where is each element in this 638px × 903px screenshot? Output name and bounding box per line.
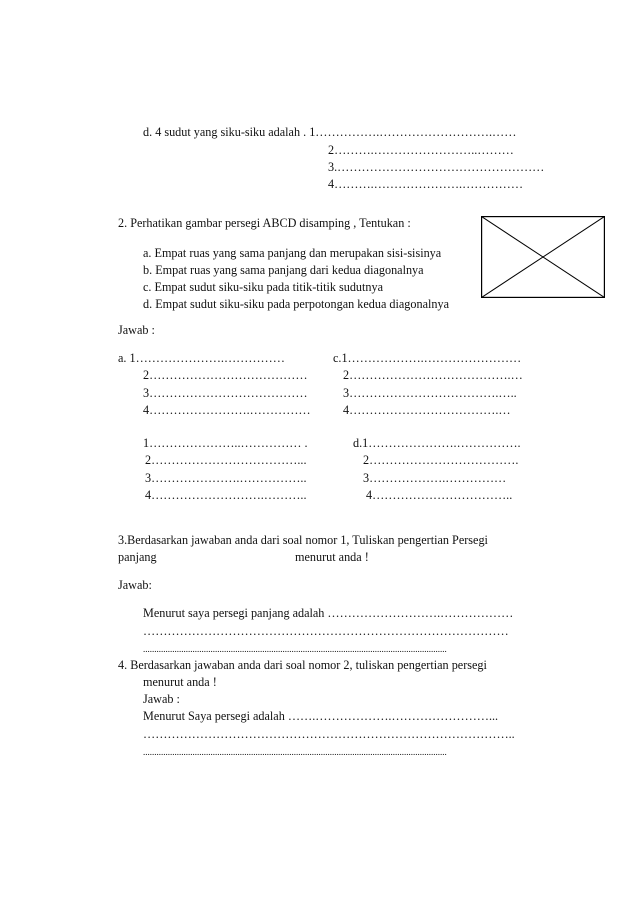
q2-answer-b2: 2………………………………... xyxy=(145,453,307,467)
q3-answer-line-2: ……………………………………………………………………………… xyxy=(143,624,509,638)
q2-title: 2. Perhatikan gambar persegi ABCD disamping , Tentukan : xyxy=(118,216,411,230)
q2-item-c: c. Empat sudut siku-siku pada titik-titik sudutnya xyxy=(143,280,384,294)
q2-answer-c1: c.1……………….…………………… xyxy=(333,351,522,365)
q2-answer-c3: 3……………………………….….. xyxy=(343,386,517,400)
q4-answer-line-2: ……………………………………………………………………………….. xyxy=(143,727,515,741)
q4-jawab-label: Jawab : xyxy=(143,692,180,706)
q2-answer-b3: 3………………….…………….. xyxy=(145,471,307,485)
q1d-line-4: 4……….………………….…………… xyxy=(328,177,523,191)
q1d-line-3: 3.…………………………………………… xyxy=(328,160,545,174)
q4-question-line-1: 4. Berdasarkan jawaban anda dari soal nomor 2, tuliskan pengertian persegi xyxy=(118,658,487,672)
q4-answer-line-1: Menurut Saya persegi adalah …….……………….……………………... xyxy=(143,709,499,723)
q1d-line-1: d. 4 sudut yang siku-siku adalah . 1…………….……………………….…… xyxy=(143,125,517,139)
q2-answer-a1: a. 1………………….…………… xyxy=(118,351,285,365)
q2-jawab-label: Jawab : xyxy=(118,323,155,337)
q2-answer-c4: 4……………………………….… xyxy=(343,403,511,417)
q1d-line-2: 2……….……………………..……… xyxy=(328,143,514,157)
q2-answer-b4: 4……………………….……….. xyxy=(145,488,307,502)
q2-item-d: d. Empat sudut siku-siku pada perpotongan kedua diagonalnya xyxy=(143,297,449,311)
q2-answer-c2: 2………………………………….… xyxy=(343,368,523,382)
q4-question-line-2: menurut anda ! xyxy=(143,675,217,689)
q3-question-line-2b: menurut anda ! xyxy=(295,550,369,564)
q2-answer-a4: 4…………………….…………… xyxy=(143,403,311,417)
q2-answer-a3: 3………………………………… xyxy=(143,386,308,400)
q3-answer-line-3: ....................................................................................................................................... xyxy=(143,644,447,654)
q3-jawab-label: Jawab: xyxy=(118,578,152,592)
q4-answer-line-3: ....................................................................................................................................... xyxy=(143,747,447,757)
q2-item-a: a. Empat ruas yang sama panjang dan merupakan sisi-sisinya xyxy=(143,246,442,260)
q3-question-line-2a: panjang xyxy=(118,550,157,564)
q2-answer-a2: 2………………………………… xyxy=(143,368,308,382)
q2-answer-d2: 2………………………………. xyxy=(363,453,519,467)
q2-answer-d1: d.1………………….……………. xyxy=(353,436,521,450)
q2-item-b: b. Empat ruas yang sama panjang dari kedua diagonalnya xyxy=(143,263,424,277)
q2-answer-d3: 3……………….…………… xyxy=(363,471,507,485)
q2-answer-d4: 4…………………………….. xyxy=(366,488,513,502)
q3-answer-line-1: Menurut saya persegi panjang adalah ……………………….……………… xyxy=(143,606,514,620)
square-abcd-diagram xyxy=(481,216,605,298)
q3-question-line-1: 3.Berdasarkan jawaban anda dari soal nomor 1, Tuliskan pengertian Persegi xyxy=(118,533,488,547)
q2-answer-b1: 1…………………..…………… . xyxy=(143,436,308,450)
